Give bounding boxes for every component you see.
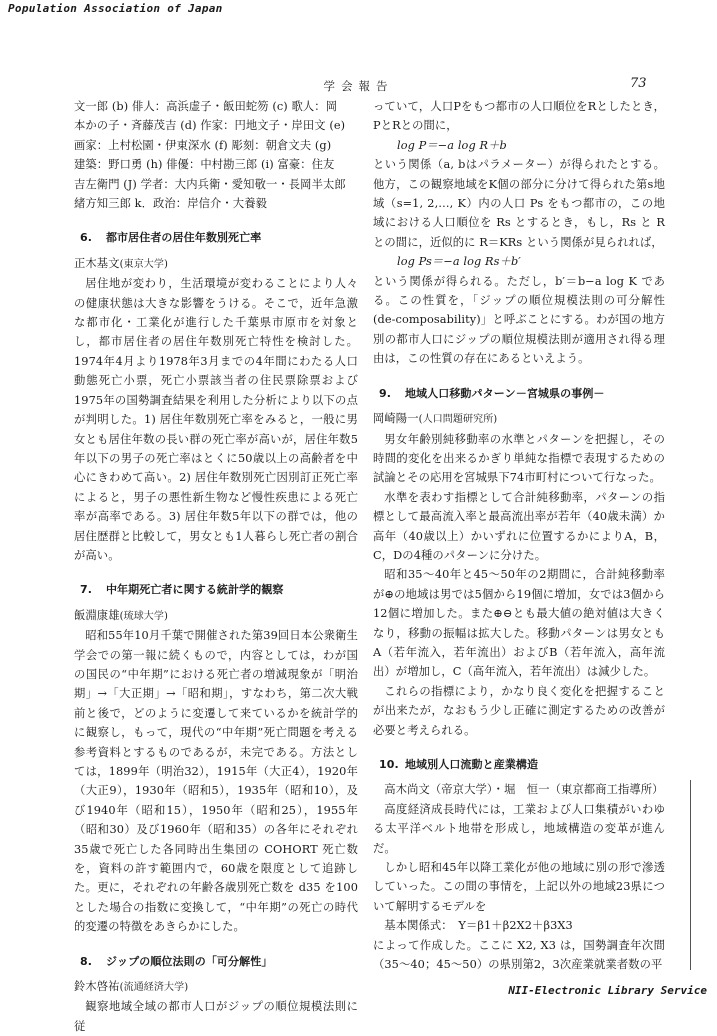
intro-line: 本かの子・斉藤茂吉 (d) 作家：円地文子・岸田文 (e) bbox=[74, 119, 346, 133]
section-8-continued: という関係が得られる。ただし，b′＝b−a log K である。この性質を，「ジップの順位規模法則の可分解性 (de-composability)」と呼ぶことにする。わが国の地方別の都市人口にジップの順位規模法則が適用され得る理由は，この性質の存在にあるといえよう。 bbox=[373, 274, 665, 366]
section-8-body: 観察地域全域の都市人口がジップの順位規模法則に従 bbox=[74, 1000, 358, 1033]
section-8-continued: という関係（a, bはパラメーター）が得られたとする。他方，この観察地域をK個の部分に分けて得られた第s地域（s=1, 2,…, K）内の人口 Ps をもつ都市の，この地域における人口順位を Rs とするとき，もし，Rs と R との間に，近似的に R＝KRs という関係が見られれば， bbox=[373, 158, 665, 249]
section-title: 中年期死亡者に関する統計学的観察 bbox=[105, 583, 284, 597]
section-9-author bbox=[373, 409, 665, 429]
equation: log Ps＝−a log Rs＋b′ bbox=[397, 255, 521, 269]
section-10-body: しかし昭和45年以降工業化が他の地域に別の形で滲透していった。この間の事情を，上記以外の地域23県について解明するモデルを bbox=[373, 861, 665, 913]
section-9-body: これらの指標により，かなり良く変化を把握することが出来たが，なおもう少し正確に測定するための改善が必要と考えられる。 bbox=[373, 684, 665, 737]
section-number: 6. bbox=[80, 231, 93, 245]
section-8-continued: っていて，人口Pをもつ都市の人口順位をRとしたとき，PとRとの間に， bbox=[373, 100, 665, 133]
source-header: Population Association of Japan bbox=[8, 2, 223, 15]
author-name: 正木基文 bbox=[74, 256, 120, 270]
left-column bbox=[74, 97, 358, 1036]
section-title: ジップの順位法則の「可分解性」 bbox=[105, 954, 273, 968]
section-number: 7. bbox=[80, 583, 93, 597]
author-affiliation: (人口問題研究所) bbox=[418, 414, 498, 426]
author-affiliation: (東京大学) bbox=[119, 258, 168, 270]
section-title: 地域別人口流動と産業構造 bbox=[404, 758, 539, 771]
section-10-body: によって作成した。ここに X2, X3 は，国勢調査年次間（35〜40；45〜50）の県別第2，3次産業就業者数の平 bbox=[373, 938, 665, 972]
author-name: 鈴木啓祐 bbox=[74, 980, 120, 994]
section-10-body: 高度経済成長時代には，工業および人口集積がいわゆる太平洋ベルト地帯を形成し，地域構造の変革が進んだ。 bbox=[373, 802, 665, 855]
intro-line: 吉左衛門 (J) 学者：大内兵衛・愛知敬一・長岡半太郎 bbox=[74, 177, 346, 191]
section-6-heading bbox=[74, 228, 358, 247]
intro-line: 画家：上村松園・伊東深水 (f) 彫刻：朝倉文夫 (g) bbox=[74, 138, 332, 152]
running-head: 学会報告 bbox=[323, 79, 394, 93]
equation: 基本関係式： Y＝β1＋β2X2＋β3X3 bbox=[384, 919, 573, 933]
section-10-heading bbox=[373, 755, 665, 774]
section-9-body: 昭和35〜40年と45〜50年の2期間に，合計純移動率が⊕の地域は男では5個から19個に増加，女では3個から12個に増加した。また⊕⊖とも最大値の絶対値は大きくなり，移動の振幅は拡大した。移動パターンは男女ともA（若年流入，若年流出）およびB（若年流入，高年流出）が増加し，C（高年流入，若年流出）は減少した。 bbox=[373, 568, 665, 679]
section-7-heading bbox=[74, 580, 358, 599]
author-affiliation: (琉球大学) bbox=[119, 610, 168, 622]
section-9-body: 男女年齢別純移動率の水準とパターンを把握し，その時間的変化を出来るかぎり単純な指標で表現するための試論とその応用を宮城県下74市町村について行なった。 bbox=[373, 432, 665, 485]
intro-line: 緒方知三郎 k．政治：岸信介・大養毅 bbox=[74, 197, 267, 211]
section-7-author bbox=[74, 606, 358, 626]
intro-line: 文一郎 (b) 俳人：高浜虚子・飯田蛇笏 (c) 歌人：岡 bbox=[74, 100, 338, 113]
section-6-body: 居住地が変わり，生活環境が変わることにより人々の健康状態は大きな影響をうける。そこで，近年急激な都市化・工業化が進行した千葉県市原市を対象とし，都市居住者の居住年数別死亡特性を検討した。1974年4月より1978年3月までの4年間にわたる人口動態死亡小票，死亡小票該当者の住民票除票および1975年の国勢調査結果を利用した分析により以下の点が判明した。1) 居住年数別死亡率をみると，一般に男女とも居住年数の長い群の死亡率が高いが，居住年数5年以下の男子の死亡率はとくに50歳以上の高齢者を中心にきわめて高い。2) 居住年数別死亡因別訂正死亡率によると，男子の悪性新生物など慢性疾患による死亡率が高率である。3) 居住年数5年以下の群では，他の居住歴群と比較して，男女とも1人暮らし死亡者の割合が高い。 bbox=[74, 277, 358, 562]
section-6-author bbox=[74, 254, 358, 274]
section-10-authors: 高木尚文（帝京大学）・堀 恒一（東京都商工指導所） bbox=[384, 783, 664, 797]
section-title: 都市居住者の居住年数別死亡率 bbox=[105, 231, 262, 245]
section-number: 10. bbox=[379, 758, 399, 771]
section-8-author bbox=[74, 977, 358, 997]
intro-line: 建築：野口勇 (h) 俳優：中村勘三郎 (i) 富豪：住友 bbox=[74, 158, 335, 172]
section-number: 8. bbox=[80, 954, 93, 968]
equation: log P＝−a log R＋b bbox=[397, 138, 507, 152]
margin-rule bbox=[690, 780, 691, 970]
section-title: 地域人口移動パターン－宮城県の事例－ bbox=[404, 386, 605, 400]
right-column bbox=[373, 97, 665, 974]
page-number: 73 bbox=[630, 76, 647, 91]
section-number: 9. bbox=[379, 386, 392, 400]
section-9-body: 水準を表わす指標として合計純移動率，パターンの指標として最高流入率と最高流出率が若年（40歳未満）か高年（40歳以上）かいずれに位置するかによりA，B，C，Dの4種のパターンに分けた。 bbox=[373, 490, 665, 562]
section-7-body: 昭和55年10月千葉で開催された第39回日本公衆衛生学会での第一報に続くもので，内容としては，わが国の国民の“中年期”における死亡者の増減現象が「明治期」→「大正期」→「昭和期」，すなわち，第二次大戦前と後で，どのように変遷して来ているかを統計学的に観察し，もって，現代の“中年期”死亡問題を考える参考資料とするものであるが，未完である。方法としては，1899年（明治32），1915年（大正4），1920年（大正9），1930年（昭和5），1935年（昭和10），及び1940年（昭和15），1950年（昭和25），1955年（昭和30）及び1960年（昭和35）の各年にそれぞれ35歳で死亡した各同時出生集団の COHORT 死亡数を，資料の許す範囲内で，60歳を限度として追跡した。更に，それぞれの年齢各歳別死亡数を d35 を100とした場合の指数に変換して，“中年期”の死亡の時代的変遷の特徴をあきらかにした。 bbox=[74, 629, 358, 934]
author-name: 飯淵康雄 bbox=[74, 608, 120, 622]
section-9-heading bbox=[373, 384, 665, 403]
footer-source: NII-Electronic Library Service bbox=[508, 984, 707, 997]
section-8-heading bbox=[74, 952, 358, 971]
author-affiliation: (流通経済大学) bbox=[119, 982, 189, 994]
author-name: 岡崎陽一 bbox=[373, 412, 419, 426]
